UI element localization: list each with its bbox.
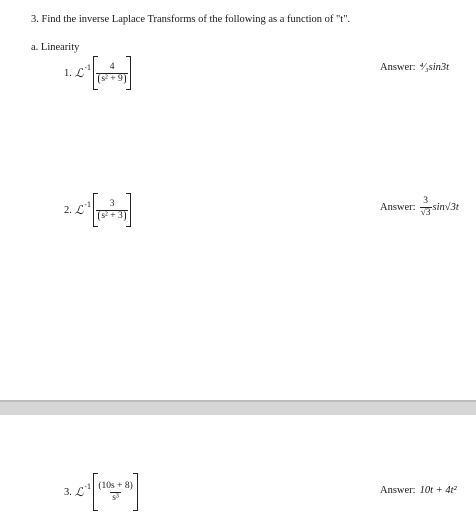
problem-number: 1.	[64, 67, 72, 79]
answer-label: Answer:	[380, 202, 416, 213]
answer-denominator: √3	[420, 208, 431, 218]
denominator-text: s² + 3	[98, 211, 125, 221]
fraction	[96, 481, 134, 504]
answer-expression: 10t + 4t²	[419, 485, 457, 496]
laplace-operator	[75, 485, 91, 499]
inverse-exponent: -1	[84, 64, 92, 72]
denominator	[96, 210, 127, 222]
numerator: (10s + 8)	[98, 480, 133, 491]
laplace-symbol: ℒ	[74, 66, 84, 80]
denominator-text: s² + 9	[98, 74, 125, 84]
bracket	[93, 193, 130, 227]
problem-number: 3.	[64, 486, 72, 498]
denominator	[96, 73, 127, 85]
problem-2	[64, 193, 131, 227]
fraction	[96, 199, 127, 222]
page-gap	[0, 400, 476, 415]
fraction	[96, 62, 127, 85]
answer-expression: sin√3t	[432, 202, 459, 213]
answer-label: Answer:	[380, 485, 416, 496]
answer-expression: ⁴⁄₃sin3t	[419, 62, 450, 73]
section-heading: a. Linearity	[31, 42, 80, 53]
answer-3	[380, 485, 457, 496]
inverse-exponent: -1	[84, 483, 92, 491]
problem-number: 2.	[64, 204, 72, 216]
document-page-2	[0, 415, 476, 525]
question-title: 3. Find the inverse Laplace Transforms of the following as a function of "t".	[31, 14, 351, 25]
bracket	[93, 56, 130, 90]
page-gap-edge	[0, 400, 476, 402]
problem-1	[64, 56, 131, 90]
problem-3	[64, 473, 138, 511]
laplace-operator	[75, 203, 91, 217]
answer-numerator: 3	[423, 196, 428, 206]
laplace-symbol: ℒ	[74, 485, 84, 499]
answer-fraction	[420, 196, 432, 219]
numerator: 4	[109, 61, 115, 72]
answer-2	[380, 196, 459, 219]
numerator: 3	[109, 198, 115, 209]
answer-1	[380, 62, 449, 73]
laplace-symbol: ℒ	[74, 203, 84, 217]
bracket	[93, 473, 137, 511]
inverse-exponent: -1	[84, 201, 92, 209]
answer-label: Answer:	[380, 62, 416, 73]
denominator: s³	[112, 492, 119, 503]
laplace-operator	[75, 66, 91, 80]
